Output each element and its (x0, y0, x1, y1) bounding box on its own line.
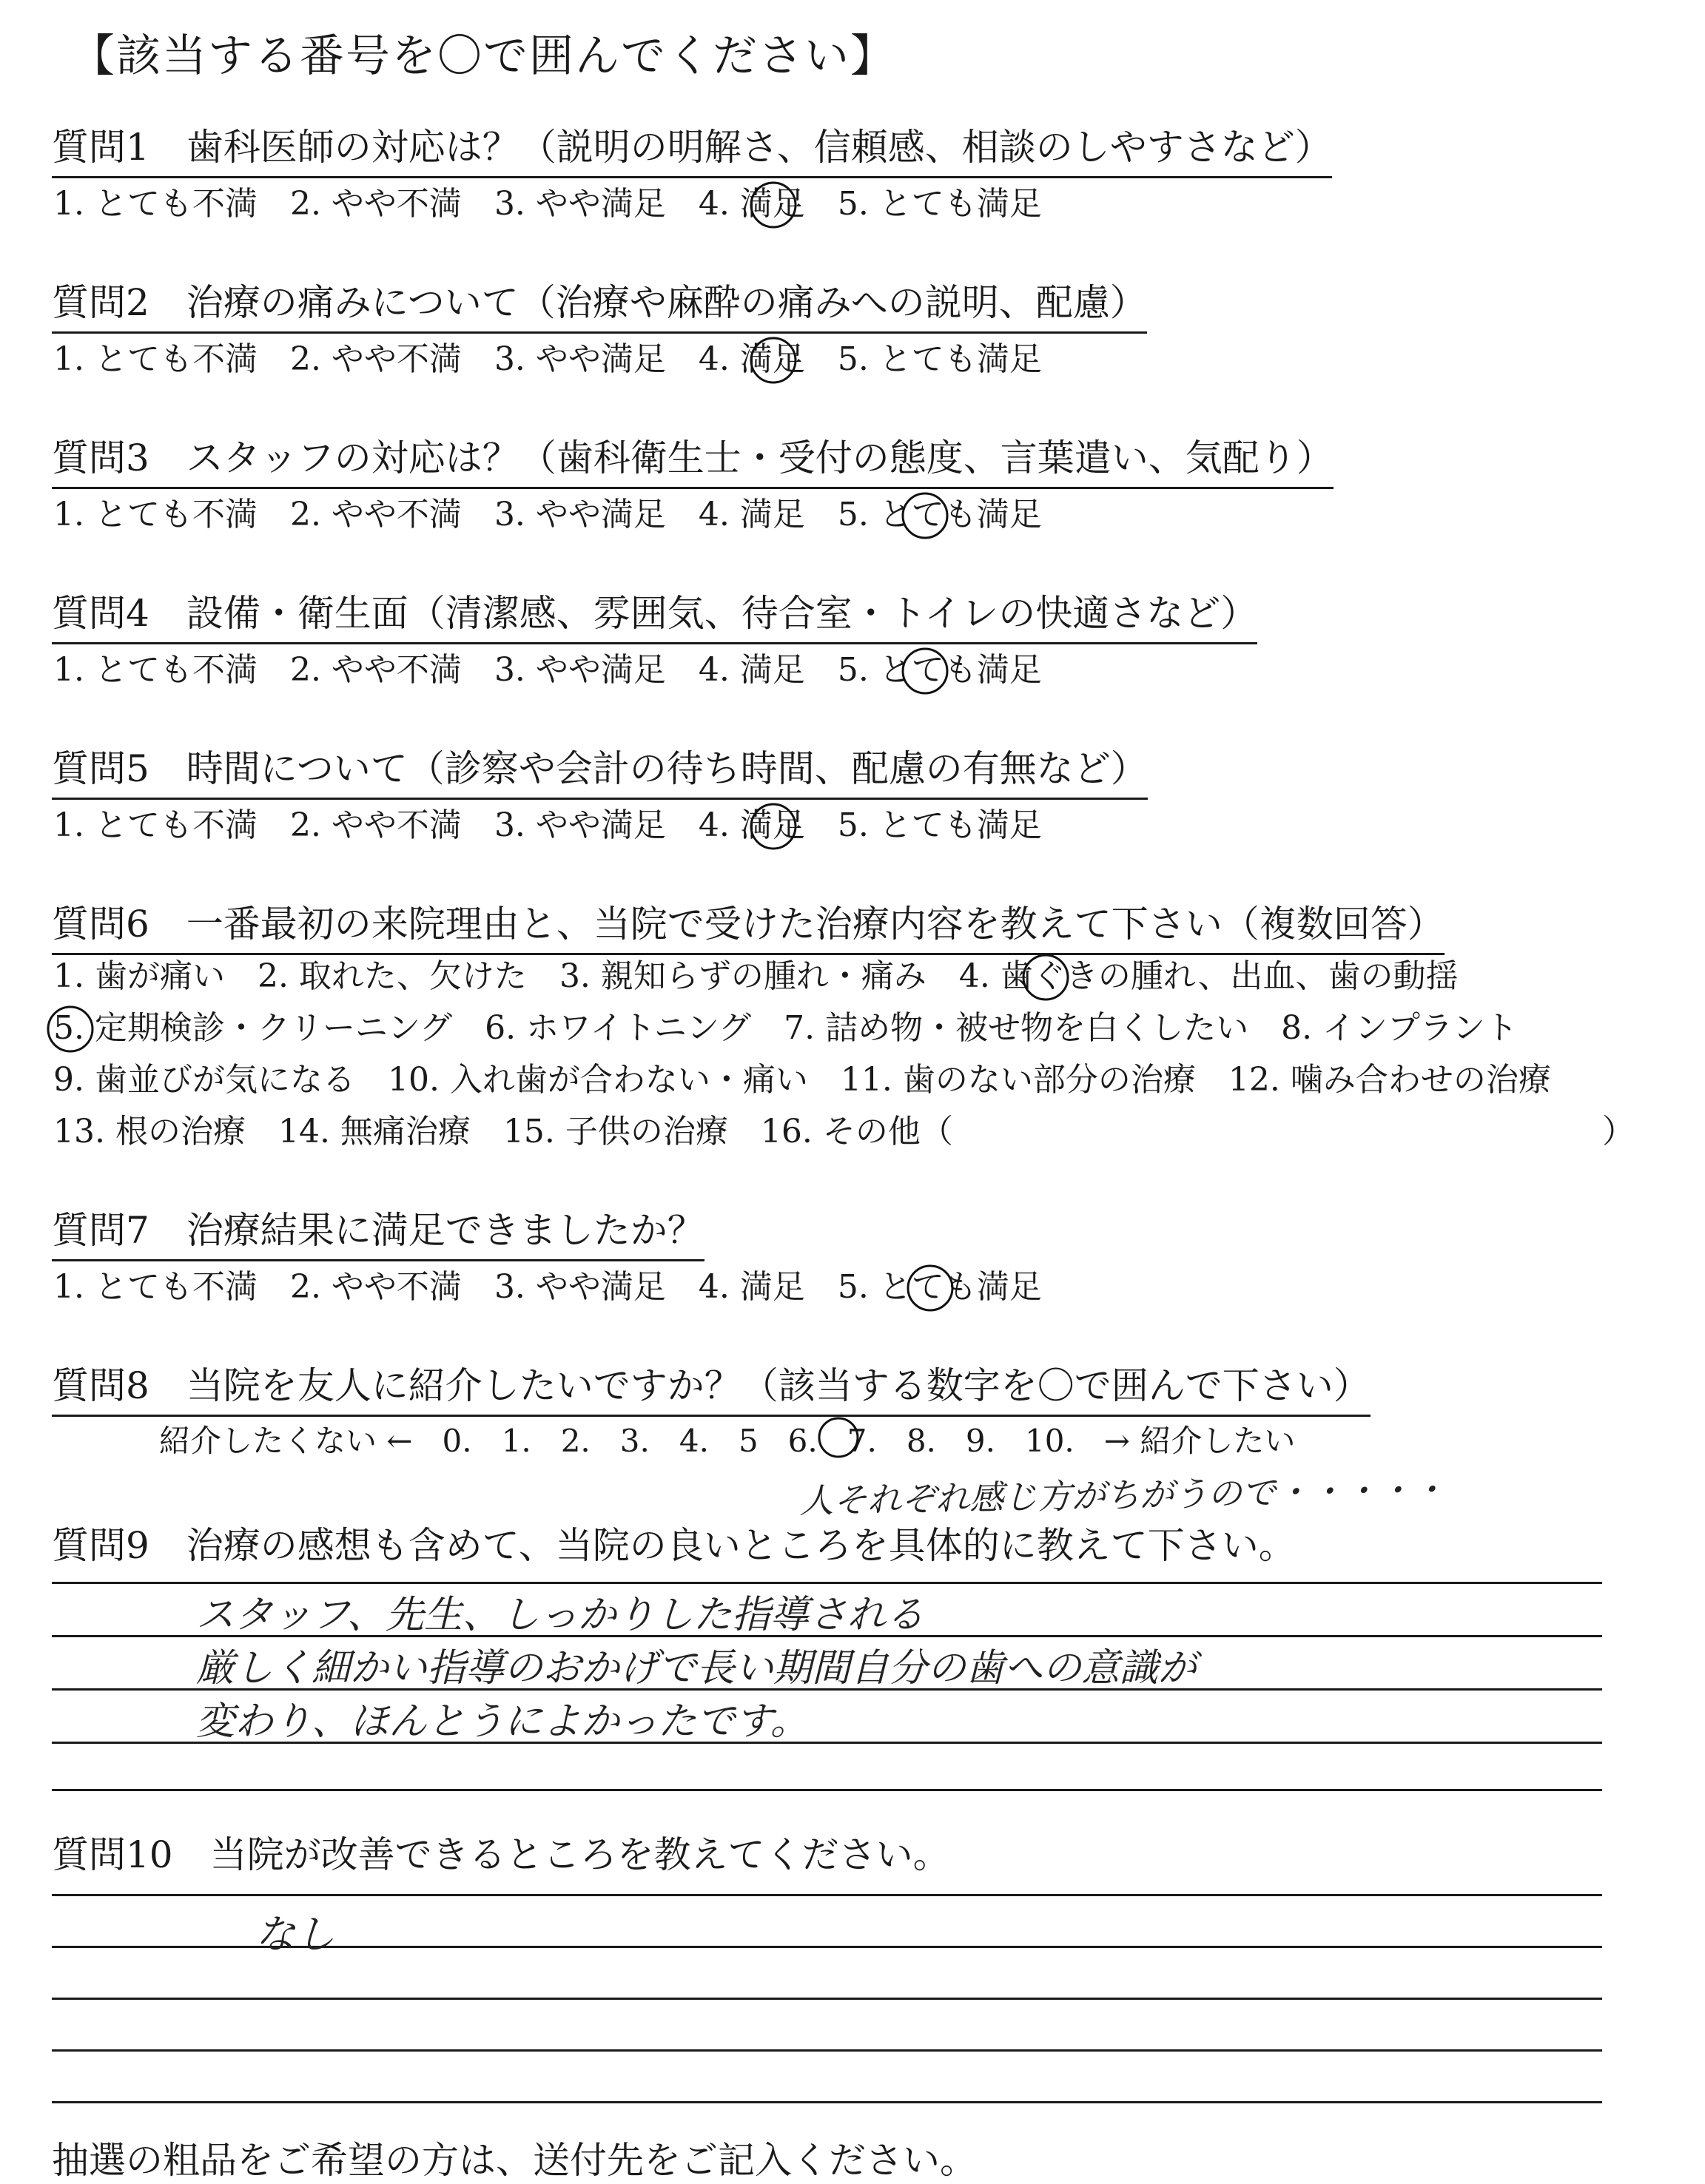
question-8-label: 質問8 当院を友人に紹介したいですか？（該当する数字を〇で囲んで下さい） (52, 1363, 1371, 1417)
question-3-label: 質問3 スタッフの対応は？（歯科衛生士・受付の態度、言葉遣い、気配り） (52, 435, 1334, 489)
q1-option-4[interactable]: 4. 満足 (698, 185, 805, 223)
q6-option-9[interactable]: 9. 歯並びが気になる (53, 1061, 355, 1099)
question-5-options (53, 805, 1042, 846)
q6-circle-mark-4 (1020, 951, 1072, 1003)
q8-right-label: → 紹介したい (1103, 1423, 1296, 1459)
q1-circle-mark (747, 179, 799, 231)
q6-option-11[interactable]: 11. 歯のない部分の治療 (840, 1061, 1196, 1099)
q6-option-12[interactable]: 12. 噛み合わせの治療 (1228, 1061, 1551, 1099)
q6-row-4 (53, 1111, 953, 1153)
question-2-options (53, 339, 1042, 380)
q9-ruled-line-5 (52, 1789, 1602, 1791)
q7-option-3[interactable]: 3. やや満足 (494, 1268, 666, 1306)
q5-circle-mark (747, 801, 799, 852)
q8-option-4[interactable]: 4. (679, 1423, 709, 1459)
q8-option-2[interactable]: 2. (560, 1423, 591, 1459)
q5-option-2[interactable]: 2. やや不満 (289, 806, 462, 844)
question-1-options (53, 183, 1042, 225)
q6-row-1 (53, 956, 1459, 997)
q6-option-5[interactable]: 5. 定期検診・クリーニング (53, 1009, 453, 1047)
q10-ruled-line-5 (52, 2101, 1602, 2103)
q7-option-1[interactable]: 1. とても不満 (53, 1268, 258, 1306)
q3-option-5[interactable]: 5. とても満足 (837, 496, 1042, 533)
q7-option-4[interactable]: 4. 満足 (698, 1268, 805, 1306)
q6-option-10[interactable]: 10. 入れ歯が合わない・痛い (387, 1061, 808, 1099)
q5-option-5[interactable]: 5. とても満足 (837, 806, 1042, 844)
q3-option-1[interactable]: 1. とても不満 (53, 496, 258, 533)
q3-option-3[interactable]: 3. やや満足 (494, 496, 666, 533)
question-9-label: 質問9 治療の感想も含めて、当院の良いところを具体的に教えて下さい。 (52, 1524, 1296, 1567)
q5-option-4[interactable]: 4. 満足 (698, 806, 805, 844)
q8-option-5[interactable]: 5 (738, 1423, 759, 1459)
footer-text: 抽選の粗品をご希望の方は、送付先をご記入ください。 (52, 2139, 977, 2182)
q4-option-2[interactable]: 2. やや不満 (289, 651, 462, 689)
q7-circle-mark (904, 1262, 956, 1314)
q1-option-1[interactable]: 1. とても不満 (53, 185, 258, 223)
q3-circle-mark (899, 490, 951, 542)
q6-other-close-paren: ） (1602, 1113, 1635, 1150)
q3-option-2[interactable]: 2. やや不満 (289, 496, 462, 533)
q3-option-4[interactable]: 4. 満足 (698, 496, 805, 533)
q4-option-5[interactable]: 5. とても満足 (837, 651, 1042, 689)
question-6-label: 質問6 一番最初の来院理由と、当院で受けた治療内容を教えて下さい（複数回答） (52, 901, 1445, 955)
q8-scale (159, 1420, 1295, 1462)
question-1-label: 質問1 歯科医師の対応は？（説明の明解さ、信頼感、相談のしやすさなど） (52, 124, 1332, 178)
q6-option-6[interactable]: 6. ホワイトニング (485, 1009, 752, 1047)
q10-ruled-line-4 (52, 2049, 1602, 2052)
question-2-label: 質問2 治療の痛みについて（治療や麻酔の痛みへの説明、配慮） (52, 280, 1147, 334)
q6-option-4[interactable]: 4. 歯ぐきの腫れ、出血、歯の動揺 (958, 957, 1459, 995)
q8-handwritten-note: 人それぞれ感じ方がちがうので・・・・・ (798, 1469, 1447, 1521)
q2-option-1[interactable]: 1. とても不満 (53, 340, 258, 378)
q10-ruled-line-3 (52, 1998, 1602, 2000)
q4-option-3[interactable]: 3. やや満足 (494, 651, 666, 689)
q2-option-3[interactable]: 3. やや満足 (494, 340, 666, 378)
q4-option-4[interactable]: 4. 満足 (698, 651, 805, 689)
question-5-label: 質問5 時間について（診察や会計の待ち時間、配慮の有無など） (52, 746, 1148, 800)
q4-option-1[interactable]: 1. とても不満 (53, 651, 258, 689)
q8-left-label: 紹介したくない ← (159, 1423, 413, 1459)
q6-option-8[interactable]: 8. インプラント (1281, 1009, 1519, 1047)
q2-option-5[interactable]: 5. とても満足 (837, 340, 1042, 378)
question-10-label: 質問10 当院が改善できるところを教えてください。 (52, 1833, 950, 1876)
q8-option-10[interactable]: 10. (1024, 1423, 1075, 1459)
q6-option-2[interactable]: 2. 取れた、欠けた (257, 957, 527, 995)
question-4-label: 質問4 設備・衛生面（清潔感、雰囲気、待合室・トイレの快適さなど） (52, 590, 1257, 644)
q6-row-3 (53, 1059, 1551, 1101)
q6-row-2 (53, 1008, 1518, 1049)
q8-option-1[interactable]: 1. (501, 1423, 531, 1459)
q6-option-16[interactable]: 16. その他（ (760, 1113, 953, 1150)
q2-option-2[interactable]: 2. やや不満 (289, 340, 462, 378)
q9-answer-line-1[interactable]: スタッフ、先生、しっかりした指導される (196, 1593, 924, 1637)
q6-option-15[interactable]: 15. 子供の治療 (502, 1113, 728, 1150)
q8-option-9[interactable]: 9. (965, 1423, 995, 1459)
q8-option-6[interactable]: 6. (787, 1423, 818, 1459)
q8-circle-mark (815, 1415, 861, 1460)
q8-option-8[interactable]: 8. (906, 1423, 936, 1459)
q9-answer-line-3[interactable]: 変わり、ほんとうによかったです。 (196, 1699, 809, 1744)
q8-option-7[interactable]: 7. (847, 1423, 877, 1459)
question-3-options (53, 494, 1042, 536)
question-7-label: 質問7 治療結果に満足できましたか？ (52, 1207, 704, 1261)
q4-circle-mark (899, 645, 951, 697)
q5-option-1[interactable]: 1. とても不満 (53, 806, 258, 844)
q6-circle-mark-5 (44, 1003, 96, 1055)
q1-option-5[interactable]: 5. とても満足 (837, 185, 1042, 223)
question-4-options (53, 650, 1042, 691)
q6-option-3[interactable]: 3. 親知らずの腫れ・痛み (559, 957, 927, 995)
q10-answer[interactable]: なし (255, 1911, 335, 1958)
q7-option-5[interactable]: 5. とても満足 (837, 1268, 1042, 1306)
q7-option-2[interactable]: 2. やや不満 (289, 1268, 462, 1306)
q5-option-3[interactable]: 3. やや満足 (494, 806, 666, 844)
q2-circle-mark (747, 334, 799, 386)
q6-option-7[interactable]: 7. 詰め物・被せ物を白くしたい (784, 1009, 1249, 1047)
q1-option-2[interactable]: 2. やや不満 (289, 185, 462, 223)
q1-option-3[interactable]: 3. やや満足 (494, 185, 666, 223)
q6-option-13[interactable]: 13. 根の治療 (53, 1113, 246, 1150)
q8-option-3[interactable]: 3. (619, 1423, 650, 1459)
page-title: 【該当する番号を〇で囲んでください】 (70, 30, 896, 82)
q9-answer-line-2[interactable]: 厳しく細かい指導のおかげで長い期間自分の歯への意識が (196, 1646, 1197, 1691)
q10-ruled-line-1 (52, 1894, 1602, 1896)
q8-option-0[interactable]: 0. (442, 1423, 472, 1459)
q2-option-4[interactable]: 4. 満足 (698, 340, 805, 378)
q6-option-14[interactable]: 14. 無痛治療 (278, 1113, 471, 1150)
question-7-options (53, 1267, 1042, 1308)
q6-option-1[interactable]: 1. 歯が痛い (53, 957, 225, 995)
